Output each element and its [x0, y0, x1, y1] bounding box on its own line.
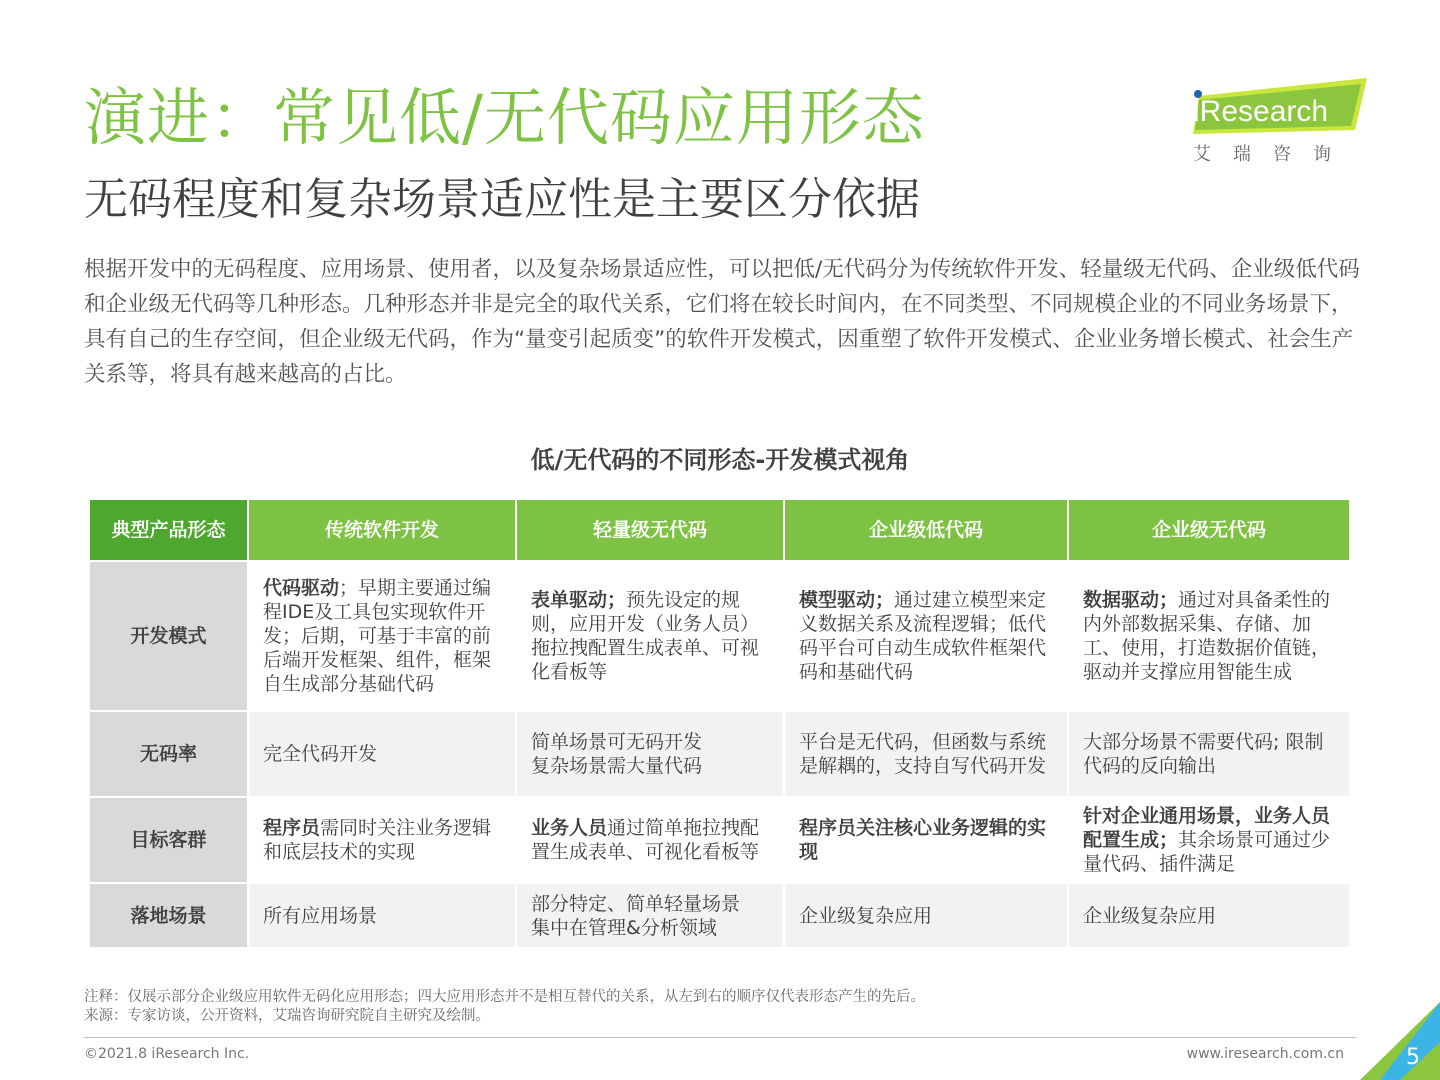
- table-cell: 业务人员通过简单拖拉拽配置生成表单、可视化看板等: [516, 797, 784, 883]
- table-cell: 程序员关注核心业务逻辑的实现: [784, 797, 1068, 883]
- table-cell: 企业级复杂应用: [1068, 883, 1350, 947]
- intro-paragraph: 根据开发中的无码程度、应用场景、使用者，以及复杂场景适应性，可以把低/无代码分为传统软件开发、轻量级无代码、企业级低代码和企业级无代码等几种形态。几种形态并非是完全的取代关系，它们将在较长时间内，在不同类型、不同规模企业的不同业务场景下，具有自己的生存空间，但企业级无代码，作为“量变引起质变”的软件开发模式，因重塑了软件开发模式、企业业务增长模式、社会生产关系等，将具有越来越高的占比。: [84, 257, 1360, 387]
- table-row: [90, 711, 1350, 797]
- table-cell: 大部分场景不需要代码; 限制代码的反向输出: [1068, 711, 1350, 797]
- table-cell: 所有应用场景: [248, 883, 516, 947]
- header-cell: 企业级低代码: [784, 500, 1068, 561]
- footer-divider: [84, 1037, 1356, 1038]
- table-cell: 完全代码开发: [248, 711, 516, 797]
- copyright: ©2021.8 iResearch Inc.: [84, 1046, 250, 1062]
- row-label: 开发模式: [90, 561, 248, 711]
- table-cell: 企业级复杂应用: [784, 883, 1068, 947]
- table-row: [90, 561, 1350, 711]
- table-cell: 简单场景可无码开发 复杂场景需大量代码: [516, 711, 784, 797]
- corner-decoration: [1360, 980, 1440, 1080]
- table-cell: 模型驱动；通过建立模型来定义数据关系及流程逻辑；低代码平台可自动生成软件框架代码和基础代码: [784, 561, 1068, 711]
- page-title: 演进：常见低/无代码应用形态: [84, 81, 925, 154]
- table-cell: 数据驱动；通过对具备柔性的内外部数据采集、存储、加工、使用，打造数据价值链，驱动并支撑应用智能生成: [1068, 561, 1350, 711]
- row-label: 目标客群: [90, 797, 248, 883]
- table-row: [90, 797, 1350, 883]
- footnote-source: 来源：专家访谈，公开资料，艾瑞咨询研究院自主研究及绘制。: [84, 1008, 490, 1024]
- table-title: 低/无代码的不同形态-开发模式视角: [530, 446, 910, 474]
- logo-brand: iResearch: [1193, 95, 1329, 128]
- logo-chinese-name: 艾瑞咨询: [1193, 144, 1353, 165]
- table-cell: 表单驱动；预先设定的规则，应用开发（业务人员）拖拉拽配置生成表单、可视化看板等: [516, 561, 784, 711]
- header-cell: 轻量级无代码: [516, 500, 784, 561]
- header-cell: 企业级无代码: [1068, 500, 1350, 561]
- header-cell: 传统软件开发: [248, 500, 516, 561]
- table-header-row: [90, 500, 1350, 561]
- table-row: [90, 883, 1350, 947]
- table-cell: 代码驱动；早期主要通过编程IDE及工具包实现软件开发；后期，可基于丰富的前后端开发框架、组件，框架自生成部分基础代码: [248, 561, 516, 711]
- row-label: 落地场景: [90, 883, 248, 947]
- page-subtitle: 无码程度和复杂场景适应性是主要区分依据: [84, 174, 920, 225]
- table-cell: 针对企业通用场景，业务人员配置生成；其余场景可通过少量代码、插件满足: [1068, 797, 1350, 883]
- footnote-note: 注释：仅展示部分企业级应用软件无码化应用形态；四大应用形态并不是相互替代的关系，从左到右的顺序仅代表形态产生的先后。: [84, 989, 925, 1005]
- footnote: [84, 988, 925, 1026]
- table-cell: 部分特定、简单轻量场景 集中在管理&分析领域: [516, 883, 784, 947]
- table-cell: 程序员需同时关注业务逻辑和底层技术的实现: [248, 797, 516, 883]
- page-number: 5: [1406, 1045, 1420, 1070]
- row-label: 无码率: [90, 711, 248, 797]
- forms-table: [90, 500, 1351, 947]
- header-cell: 典型产品形态: [90, 500, 248, 561]
- website-url: www.iresearch.com.cn: [1186, 1046, 1344, 1062]
- table-cell: 平台是无代码，但函数与系统是解耦的，支持自写代码开发: [784, 711, 1068, 797]
